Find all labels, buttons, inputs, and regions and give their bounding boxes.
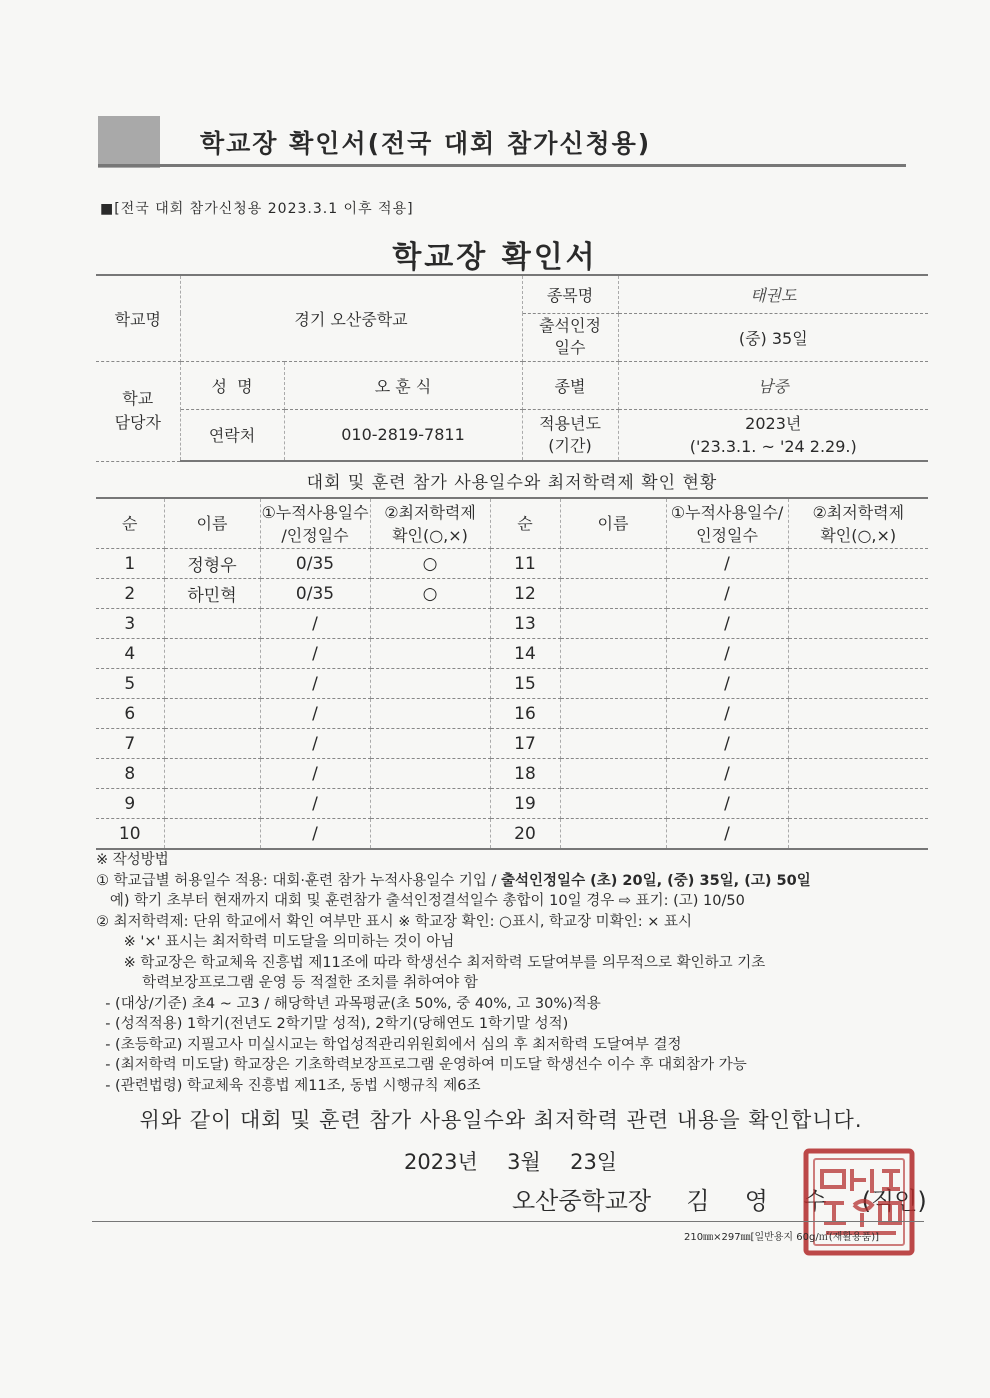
col-header-check-left	[370, 498, 490, 549]
row-no-left: 2	[96, 579, 164, 609]
row-days-right: /	[666, 609, 788, 639]
row-name-right	[560, 549, 666, 579]
col-header-name-right: 이름	[560, 498, 666, 549]
contact-value: 010-2819-7811	[284, 409, 522, 461]
table-row	[96, 549, 928, 579]
row-name-left	[164, 819, 260, 850]
row-no-right: 11	[490, 549, 560, 579]
row-no-left: 8	[96, 759, 164, 789]
col-header-check-left-line1: ②최저학력제	[384, 502, 476, 522]
attendance-label	[522, 313, 618, 361]
row-name-left	[164, 609, 260, 639]
col-header-check-right-line1: ②최저학력제	[812, 502, 905, 522]
row-days-left: /	[260, 729, 370, 759]
header-gray-block	[98, 116, 160, 168]
row-check-right	[788, 639, 928, 669]
row-no-right: 12	[490, 579, 560, 609]
col-header-no-left: 순	[96, 498, 164, 549]
row-check-left: ○	[370, 549, 490, 579]
row-name-left	[164, 729, 260, 759]
row-no-right: 15	[490, 669, 560, 699]
period-range: ('23.3.1. ~ '24 2.29.)	[689, 436, 857, 456]
row-days-right: /	[666, 789, 788, 819]
note-2: ② 최저학력제: 단위 학교에서 확인 여부만 표시 ※ 학교장 확인: ○표시, 학교장 미확인: × 표시	[96, 913, 692, 930]
col-header-days-left	[260, 498, 370, 549]
row-days-right: /	[666, 579, 788, 609]
principal-signature-line: 오산중학교장 김 영 수 (직인)	[512, 1187, 927, 1215]
table-row	[96, 729, 928, 759]
detail-4: - (최저학력 미도달) 학교장은 기초학력보장프로그램 운영하여 미도달 학생선수 이수 후 대회참가 가능	[96, 1057, 747, 1073]
row-name-left	[164, 699, 260, 729]
row-name-right	[560, 759, 666, 789]
table-row	[96, 609, 928, 639]
period-label	[522, 409, 618, 461]
row-days-right: /	[666, 639, 788, 669]
writing-instructions	[96, 850, 936, 1096]
row-check-right	[788, 609, 928, 639]
row-days-right: /	[666, 669, 788, 699]
row-days-left: 0/35	[260, 579, 370, 609]
col-header-check-right-line2: 확인(○,×)	[820, 525, 897, 545]
table-row	[96, 579, 928, 609]
section-title: 대회 및 훈련 참가 사용일수와 최저학력제 확인 현황	[306, 473, 718, 493]
footer-rule	[92, 1221, 924, 1222]
row-days-right: /	[666, 729, 788, 759]
row-name-left: 정형우	[164, 549, 260, 579]
contact-label: 연락처	[180, 409, 284, 461]
row-no-right: 17	[490, 729, 560, 759]
row-name-right	[560, 789, 666, 819]
col-header-days-left-line1: ①누적사용일수	[261, 502, 369, 522]
row-check-left	[370, 699, 490, 729]
school-info-table	[96, 274, 928, 462]
col-header-days-left-line2: /인정일수	[281, 525, 349, 545]
row-no-left: 1	[96, 549, 164, 579]
attendance-label-line1: 출석인정	[539, 316, 601, 335]
school-value: 경기 오산중학교	[180, 275, 522, 361]
table-row	[96, 669, 928, 699]
row-days-right: /	[666, 759, 788, 789]
row-check-left	[370, 819, 490, 850]
row-name-right	[560, 579, 666, 609]
document-header-title: 학교장 확인서(전국 대회 참가신청용)	[200, 129, 652, 158]
row-name-right	[560, 669, 666, 699]
row-days-left: /	[260, 669, 370, 699]
row-days-left: /	[260, 639, 370, 669]
note-2-sub-3: 학력보장프로그램 운영 등 적절한 조치를 취하여야 함	[96, 975, 478, 991]
row-no-left: 3	[96, 609, 164, 639]
row-name-right	[560, 819, 666, 850]
row-check-right	[788, 759, 928, 789]
main-title: 학교장 확인서	[392, 240, 598, 275]
period-year: 2023년	[745, 413, 802, 433]
row-no-right: 19	[490, 789, 560, 819]
row-name-left	[164, 639, 260, 669]
row-no-right: 20	[490, 819, 560, 850]
note-1-text: ① 학교급별 허용일수 적용: 대회·훈련 참가 누적사용일수 기입 /	[96, 872, 502, 889]
row-name-right	[560, 639, 666, 669]
detail-1: - (대상/기준) 초4 ~ 고3 / 해당학년 과목평균(초 50%, 중 40%, 고 30%)적용	[96, 995, 601, 1012]
header-rule	[98, 164, 906, 167]
period-value	[618, 409, 928, 461]
notes-heading: ※ 작성방법	[96, 852, 169, 868]
student-status-table	[96, 497, 928, 850]
row-no-left: 6	[96, 699, 164, 729]
col-header-no-right: 순	[490, 498, 560, 549]
table-row	[96, 819, 928, 850]
note-1	[96, 871, 936, 892]
note-2-sub-1: ※ '×' 표시는 최저학력 미도달을 의미하는 것이 아님	[96, 934, 455, 950]
col-header-days-right-line2: 인정일수	[696, 525, 758, 545]
row-check-right	[788, 549, 928, 579]
confirmation-statement: 위와 같이 대회 및 훈련 참가 사용일수와 최저학력 관련 내용을 확인합니다.	[139, 1108, 863, 1132]
col-header-check-right	[788, 498, 928, 549]
row-name-right	[560, 609, 666, 639]
manager-label-line2: 담당자	[114, 413, 161, 432]
note-2-sub-2: ※ 학교장은 학교체육 진흥법 제11조에 따라 학생선수 최저학력 도달여부를 의무적으로 확인하고 기초	[96, 954, 766, 971]
row-check-left	[370, 609, 490, 639]
row-check-right	[788, 579, 928, 609]
paper-spec: 210㎜×297㎜[일반용지 60g/㎡(재활용품)]	[684, 1232, 880, 1243]
row-check-right	[788, 729, 928, 759]
row-days-right: /	[666, 549, 788, 579]
col-header-check-left-line2: 확인(○,×)	[392, 525, 468, 545]
row-days-left: /	[260, 609, 370, 639]
col-header-days-right-line1: ①누적사용일수/	[670, 502, 784, 522]
table-row	[96, 759, 928, 789]
row-no-left: 4	[96, 639, 164, 669]
row-no-left: 7	[96, 729, 164, 759]
note-1-bold: 출석인정일수 (초) 20일, (중) 35일, (고) 50일	[501, 872, 811, 889]
row-name-left	[164, 759, 260, 789]
application-note: ■[전국 대회 참가신청용 2023.3.1 이후 적용]	[100, 201, 414, 217]
note-1-example: 예) 학기 초부터 현재까지 대회 및 훈련참가 출석인정결석일수 총합이 10일 경우 ⇨ 표기: (고) 10/50	[96, 893, 745, 909]
row-check-left: ○	[370, 579, 490, 609]
row-check-right	[788, 789, 928, 819]
event-value: 태권도	[618, 275, 928, 313]
row-days-left: /	[260, 819, 370, 850]
attendance-label-line2: 일수	[554, 338, 586, 357]
manager-name-label: 성 명	[180, 361, 284, 409]
student-rows	[96, 549, 928, 850]
row-days-left: /	[260, 759, 370, 789]
row-check-left	[370, 639, 490, 669]
period-label-line2: (기간)	[548, 435, 592, 455]
row-name-left	[164, 669, 260, 699]
manager-label	[96, 361, 180, 461]
row-name-right	[560, 699, 666, 729]
row-no-left: 10	[96, 819, 164, 850]
row-days-left: 0/35	[260, 549, 370, 579]
category-value: 남중	[618, 361, 928, 409]
detail-5: - (관련법령) 학교체육 진흥법 제11조, 동법 시행규칙 제6조	[96, 1077, 481, 1094]
row-no-right: 18	[490, 759, 560, 789]
school-label: 학교명	[96, 275, 180, 361]
row-days-right: /	[666, 819, 788, 850]
manager-name-value: 오 훈 식	[284, 361, 522, 409]
row-check-left	[370, 789, 490, 819]
period-label-line1: 적용년도	[539, 413, 601, 433]
row-check-right	[788, 819, 928, 850]
row-no-left: 5	[96, 669, 164, 699]
table-row	[96, 789, 928, 819]
row-check-right	[788, 669, 928, 699]
row-name-right	[560, 729, 666, 759]
attendance-value: (중) 35일	[618, 313, 928, 361]
row-check-right	[788, 699, 928, 729]
row-check-left	[370, 729, 490, 759]
manager-label-line1: 학교	[122, 389, 154, 408]
row-check-left	[370, 759, 490, 789]
row-check-left	[370, 669, 490, 699]
issue-date: 2023년 3월 23일	[404, 1150, 618, 1174]
table-row	[96, 639, 928, 669]
detail-3: - (초등학교) 지필고사 미실시교는 학업성적관리위원회에서 심의 후 최저학력 도달여부 결정	[96, 1036, 682, 1053]
row-name-left	[164, 789, 260, 819]
row-days-left: /	[260, 789, 370, 819]
col-header-days-right	[666, 498, 788, 549]
row-no-right: 16	[490, 699, 560, 729]
row-no-right: 14	[490, 639, 560, 669]
col-header-name-left: 이름	[164, 498, 260, 549]
table-row	[96, 699, 928, 729]
row-days-right: /	[666, 699, 788, 729]
row-days-left: /	[260, 699, 370, 729]
row-name-left: 하민혁	[164, 579, 260, 609]
event-label: 종목명	[522, 275, 618, 313]
row-no-left: 9	[96, 789, 164, 819]
row-no-right: 13	[490, 609, 560, 639]
category-label: 종별	[522, 361, 618, 409]
detail-2: - (성적적용) 1학기(전년도 2학기말 성적), 2학기(당해연도 1학기말 성적)	[96, 1016, 569, 1032]
